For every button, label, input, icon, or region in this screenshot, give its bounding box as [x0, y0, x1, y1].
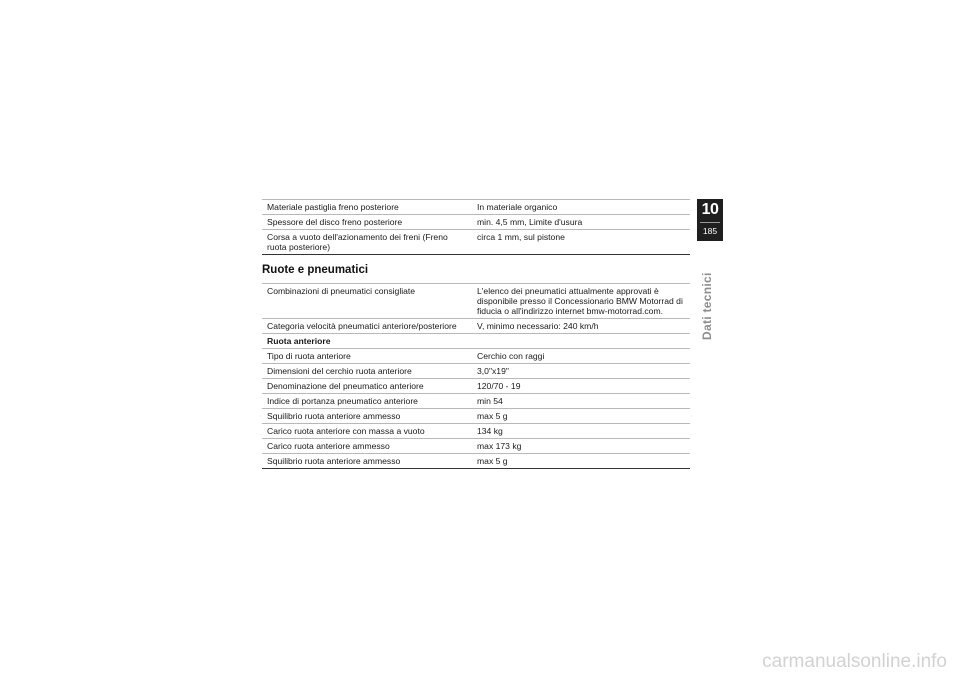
table-row [262, 215, 690, 230]
table-row [262, 424, 690, 439]
section-title: Ruote e pneumatici [262, 264, 369, 276]
spec-value: max 5 g [472, 409, 690, 424]
spec-label: Dimensioni del cerchio ruota anteriore [262, 364, 472, 379]
spec-label: Carico ruota anteriore ammesso [262, 439, 472, 454]
spec-value: 3,0"x19" [472, 364, 690, 379]
spec-value: V, minimo necessario: 240 km/h [472, 319, 690, 334]
watermark: carmanualsonline.info [762, 651, 947, 672]
spec-value: 134 kg [472, 424, 690, 439]
spec-value: Cerchio con raggi [472, 349, 690, 364]
spec-label: Combinazioni di pneumatici consigliate [262, 284, 472, 319]
page-number: 185 [702, 226, 718, 236]
spec-label: Materiale pastiglia freno posteriore [262, 200, 472, 215]
spec-label: Tipo di ruota anteriore [262, 349, 472, 364]
spec-value: max 173 kg [472, 439, 690, 454]
spec-value: min 54 [472, 394, 690, 409]
spec-value: min. 4,5 mm, Limite d'usura [472, 215, 690, 230]
table-row [262, 284, 690, 319]
wheels-spec-table [262, 283, 690, 469]
spec-label: Spessore del disco freno posteriore [262, 215, 472, 230]
spec-value: circa 1 mm, sul pistone [472, 230, 690, 255]
table-row [262, 364, 690, 379]
table-row [262, 394, 690, 409]
group-heading: Ruota anteriore [262, 334, 690, 349]
group-heading-row [262, 334, 690, 349]
spec-label: Denominazione del pneumatico anteriore [262, 379, 472, 394]
spec-label: Categoria velocità pneumatici anteriore/posteriore [262, 319, 472, 334]
chapter-side-label: Dati tecnici [700, 272, 714, 340]
table-row [262, 230, 690, 255]
spec-value: 120/70 - 19 [472, 379, 690, 394]
table-row [262, 379, 690, 394]
spec-label: Indice di portanza pneumatico anteriore [262, 394, 472, 409]
spec-value: max 5 g [472, 454, 690, 469]
table-row [262, 200, 690, 215]
table-row [262, 409, 690, 424]
table-row [262, 454, 690, 469]
table-row [262, 439, 690, 454]
chapter-number: 10 [701, 201, 719, 218]
table-row [262, 349, 690, 364]
spec-label: Squilibrio ruota anteriore ammesso [262, 409, 472, 424]
spec-value: In materiale organico [472, 200, 690, 215]
spec-label: Corsa a vuoto dell'azionamento dei freni (Freno ruota posteriore) [262, 230, 472, 255]
chapter-divider [700, 222, 720, 223]
spec-label: Carico ruota anteriore con massa a vuoto [262, 424, 472, 439]
spec-value: L'elenco dei pneumatici attualmente approvati è disponibile presso il Concessionario BMW Motorrad di fiducia o all'indirizzo internet bmw-motorrad.com. [472, 284, 690, 319]
table-row [262, 319, 690, 334]
spec-label: Squilibrio ruota anteriore ammesso [262, 454, 472, 469]
brakes-spec-table [262, 199, 690, 255]
